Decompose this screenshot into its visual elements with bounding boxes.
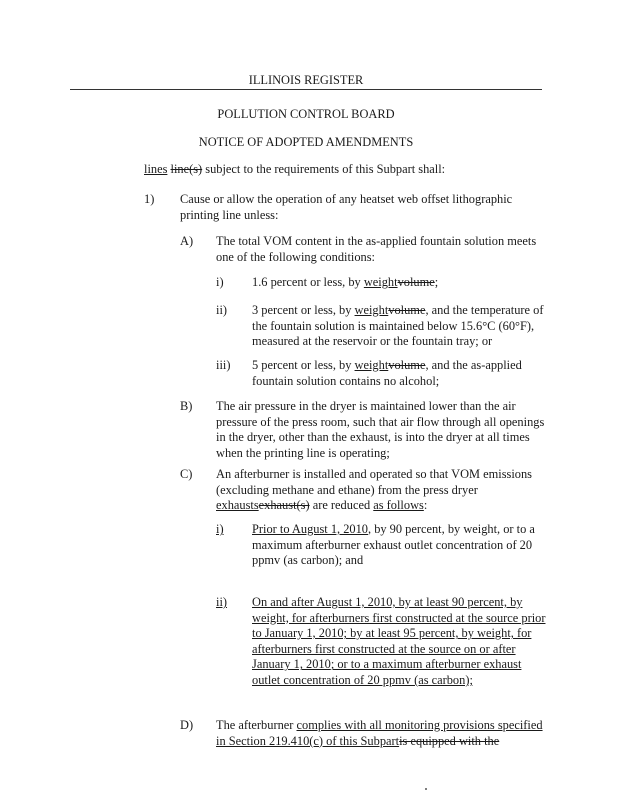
item-b-label: B) <box>180 399 193 413</box>
item-a-label: A) <box>180 234 194 248</box>
register-title: ILLINOIS REGISTER <box>248 73 364 87</box>
item-1-text: Cause or allow the operation of any heatset web offset lithographic printing line unless: <box>180 192 513 222</box>
item-a-ii-text: 3 percent or less, by weightvolume, and the temperature of the fountain solution is maintained below 15.6°C (60°F), measured at the reservoir or the fountain tray; or <box>252 303 544 349</box>
item-c-i-label: i) <box>216 522 224 536</box>
item-a-i-text: 1.6 percent or less, by weightvolume; <box>252 275 439 289</box>
item-c-text: An afterburner is installed and operated so that VOM emissions (excluding methane and ethane) from the press dryer exhaustsexhaust(s) are reduced as follows: <box>216 467 533 513</box>
item-a-iii-label: iii) <box>216 358 231 372</box>
item-c-label: C) <box>180 467 193 481</box>
board-title: POLLUTION CONTROL BOARD <box>217 107 395 121</box>
item-a-ii-label: ii) <box>216 303 228 317</box>
item-c-ii-label: ii) <box>216 595 228 609</box>
header-rule <box>70 89 542 90</box>
notice-title: NOTICE OF ADOPTED AMENDMENTS <box>198 135 414 149</box>
intro-line: lines line(s) subject to the requirements of this Subpart shall: <box>144 162 446 176</box>
item-d-text: The afterburner complies with all monitoring provisions specified in Section 219.410(c) of this Subpartis equipped with the <box>216 718 543 748</box>
item-1-label: 1) <box>144 192 155 206</box>
item-b-text: The air pressure in the dryer is maintained lower than the air pressure of the press room, such that air flow through all openings in the dryer, other than the exhaust, is into the dryer at all times when the printing line is operating; <box>216 399 545 460</box>
item-a-i-label: i) <box>216 275 224 289</box>
item-d-label: D) <box>180 718 194 732</box>
item-a-iii-text: 5 percent or less, by weightvolume, and the as-applied fountain solution contains no alcohol; <box>252 358 522 388</box>
item-c-ii-text: On and after August 1, 2010, by at least 90 percent, by weight, for afterburners first constructed at the source prior to January 1, 2010; by at least 95 percent, by weight, for afterburners first constructed at the source on or after January 1, 2010; or to a maximum afterburner exhaust outlet concentration of 20 ppmv (as carbon); <box>252 595 546 687</box>
scan-artifact-dot <box>425 788 427 790</box>
item-c-i-text: Prior to August 1, 2010, by 90 percent, by weight, or to a maximum afterburner exhaust outlet concentration of 20 ppmv (as carbon); and <box>252 522 535 568</box>
item-a-text: The total VOM content in the as-applied fountain solution meets one of the following conditions: <box>216 234 537 264</box>
